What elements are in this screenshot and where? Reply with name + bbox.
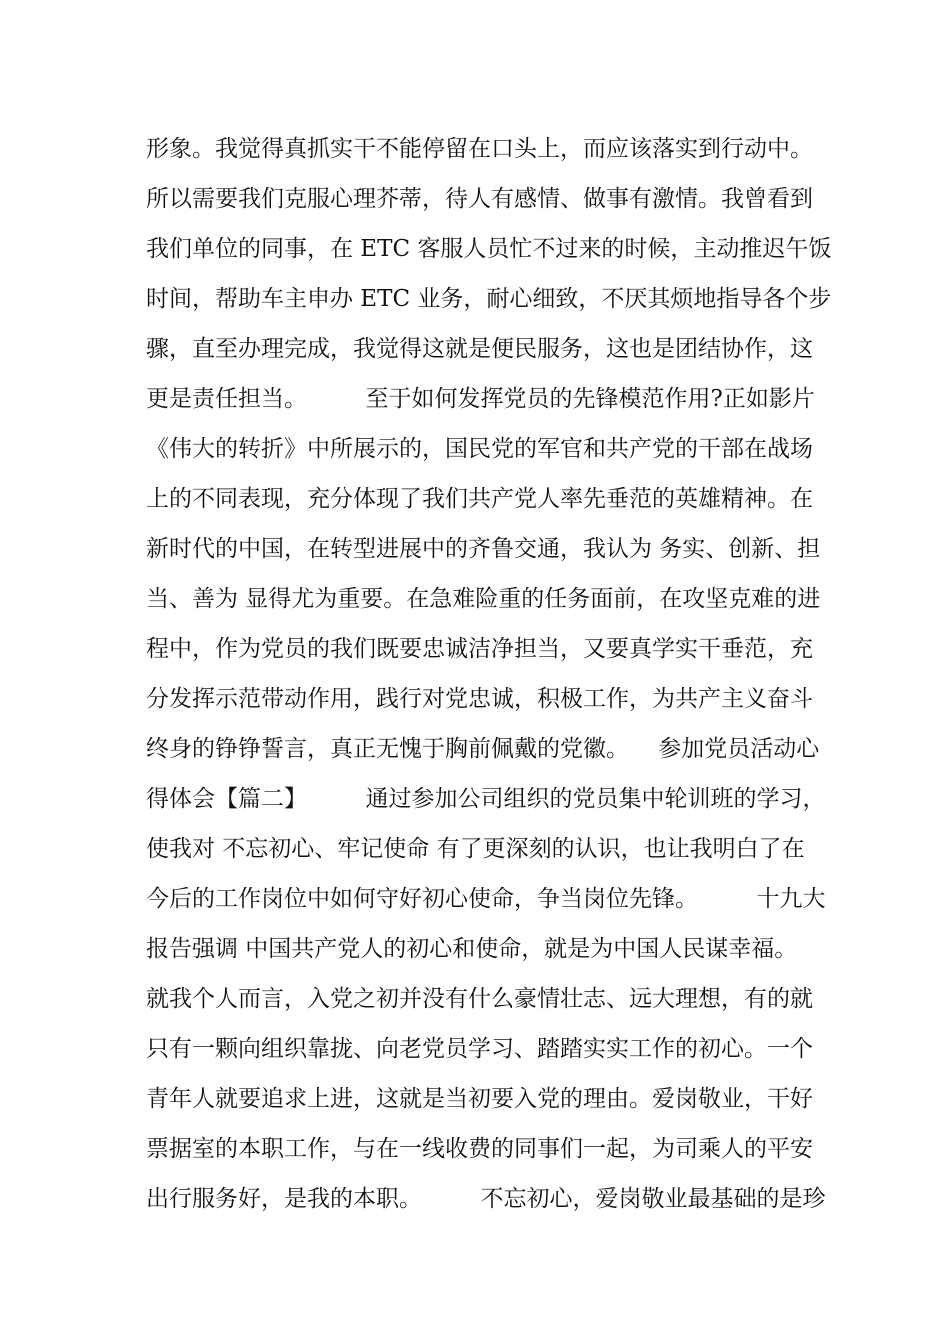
- paragraph-line: 只有一颗向组织靠拢、向老党员学习、踏踏实实工作的初心。一个: [146, 1036, 813, 1062]
- paragraph-line: 青年人就要追求上进，这就是当初要入党的理由。爱岗敬业，干好: [146, 1086, 813, 1112]
- paragraph-line: 报告强调 中国共产党人的初心和使命，就是为中国人民谋幸福。: [146, 936, 798, 962]
- paragraph-line: 今后的工作岗位中如何守好初心使命，争当岗位先锋。 十九大: [146, 886, 826, 912]
- paragraph-line: 出行服务好，是我的本职。 不忘初心，爱岗敬业最基础的是珍: [146, 1186, 826, 1212]
- paragraph-line: 使我对 不忘初心、牢记使命 有了更深刻的认识，也让我明白了在: [146, 836, 805, 862]
- paragraph-line: 程中，作为党员的我们既要忠诚洁净担当，又要真学实干垂范，充: [146, 636, 813, 662]
- paragraph-line: 新时代的中国，在转型进展中的齐鲁交通，我认为 务实、创新、担: [146, 536, 821, 562]
- paragraph-line: 形象。我觉得真抓实干不能停留在口头上，而应该落实到行动中。: [146, 136, 813, 162]
- paragraph-line: 时间，帮助车主申办 ETC 业务，耐心细致，不厌其烦地指导各个步: [146, 286, 832, 312]
- paragraph-line: 就我个人而言，入党之初并没有什么豪情壮志、远大理想，有的就: [146, 986, 813, 1012]
- paragraph-line: 我们单位的同事，在 ETC 客服人员忙不过来的时候，主动推迟午饭: [146, 236, 832, 262]
- paragraph-line: 得体会【篇二】 通过参加公司组织的党员集中轮训班的学习，: [146, 786, 826, 812]
- paragraph-line: 上的不同表现，充分体现了我们共产党人率先垂范的英雄精神。在: [146, 486, 813, 512]
- paragraph-line: 更是责任担当。 至于如何发挥党员的先锋模范作用?正如影片: [146, 386, 815, 412]
- paragraph-line: 票据室的本职工作，与在一线收费的同事们一起，为司乘人的平安: [146, 1136, 813, 1162]
- paragraph-line: 分发挥示范带动作用，践行对党忠诚，积极工作，为共产主义奋斗: [146, 686, 813, 712]
- paragraph-line: 终身的铮铮誓言，真正无愧于胸前佩戴的党徽。 参加党员活动心: [146, 736, 820, 762]
- paragraph-line: 《伟大的转折》中所展示的，国民党的军官和共产党的干部在战场: [146, 436, 813, 462]
- paragraph-line: 骤，直至办理完成，我觉得这就是便民服务，这也是团结协作，这: [146, 336, 813, 362]
- paragraph-line: 当、善为 显得尤为重要。在急难险重的任务面前，在攻坚克难的进: [146, 586, 821, 612]
- paragraph-line: 所以需要我们克服心理芥蒂，待人有感情、做事有激情。我曾看到: [146, 186, 813, 212]
